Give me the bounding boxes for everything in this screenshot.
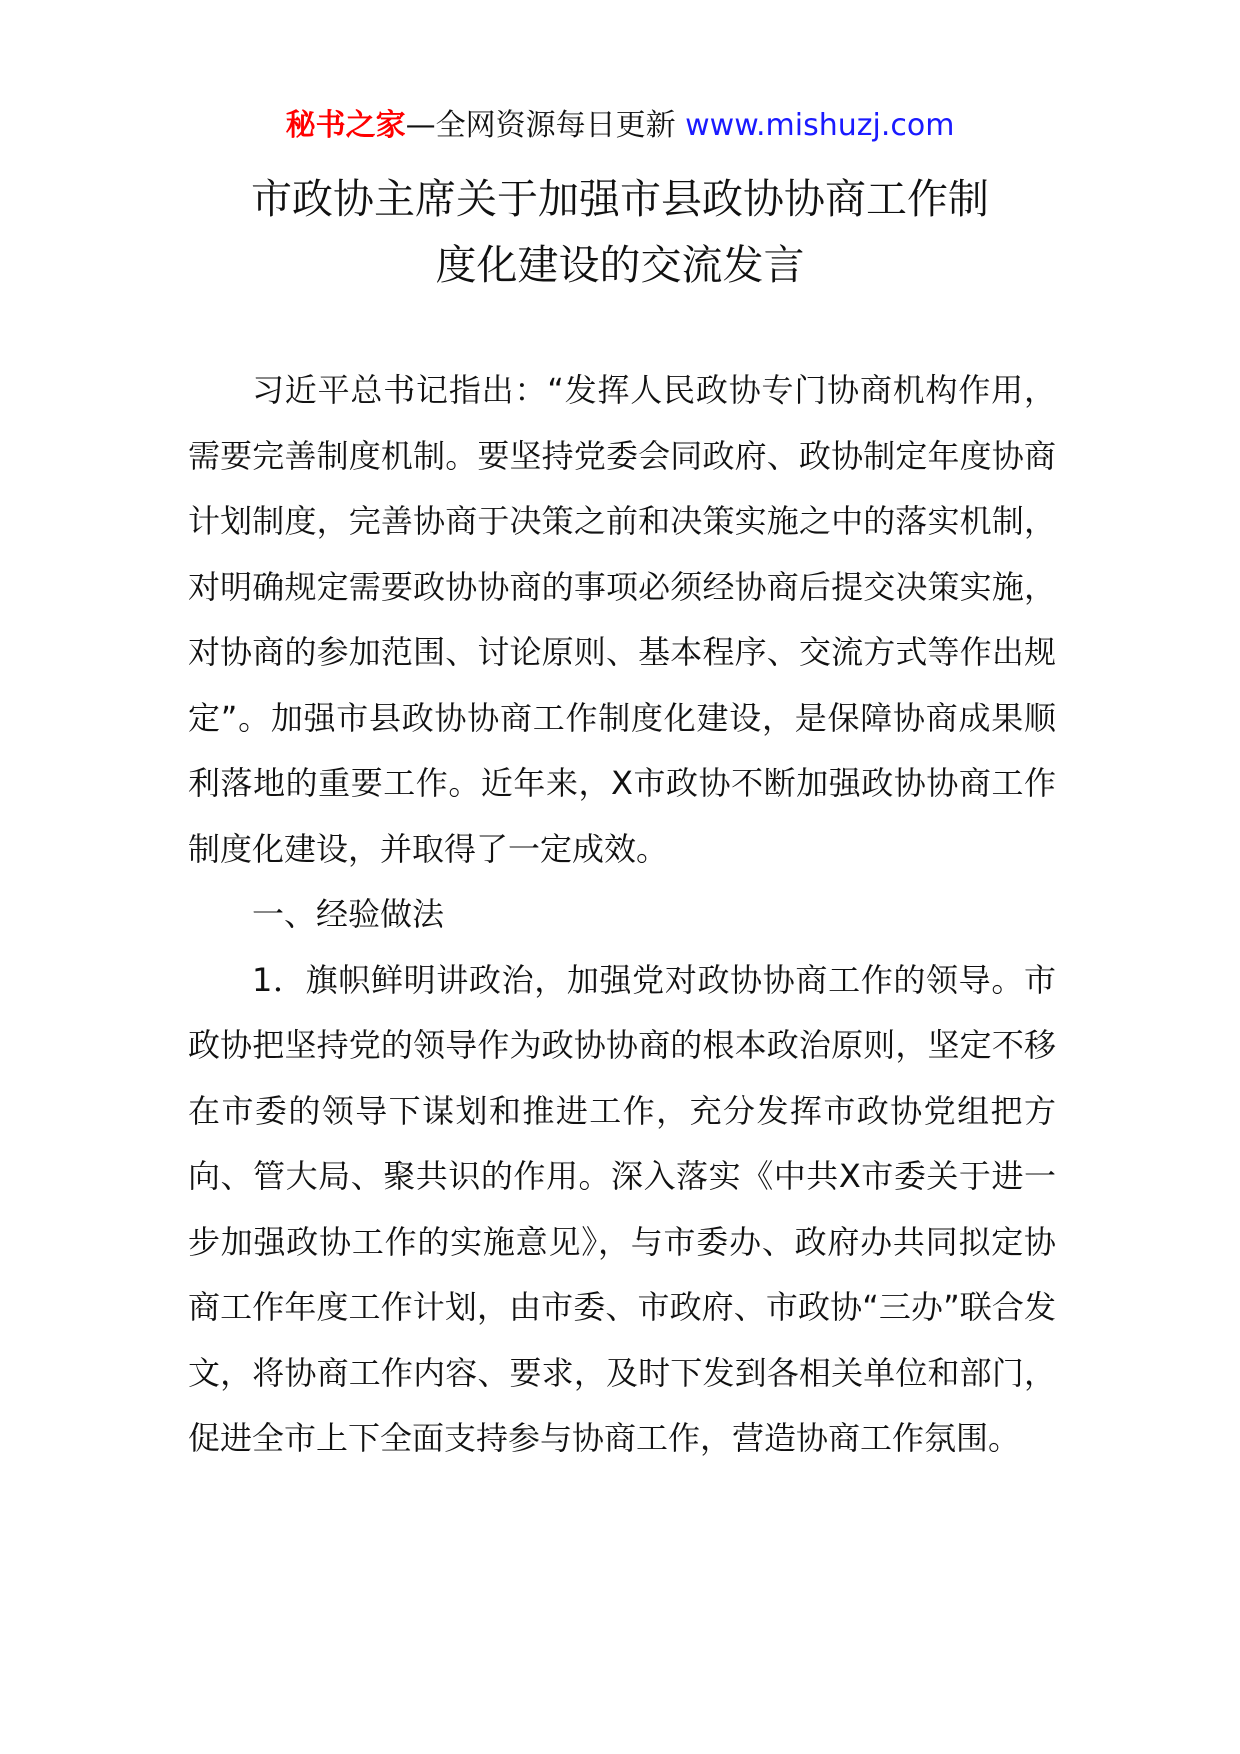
site-header xyxy=(0,104,1240,148)
paragraph-point-1: 1．旗帜鲜明讲政治，加强党对政协协商工作的领导。市政协把坚持党的领导作为政协协商的根本政治原则，坚定不移在市委的领导下谋划和推进工作，充分发挥市政协党组把方向、管大局、聚共识的作用。深入落实《中共X市委关于进一步加强政协工作的实施意见》，与市委办、政府办共同拟定协商工作年度工作计划，由市委、市政府、市政协“三办”联合发文，将协商工作内容、要求，及时下发到各相关单位和部门，促进全市上下全面支持参与协商工作，营造协商工作氛围。 xyxy=(188,960,1056,1457)
paragraph-intro: 习近平总书记指出：“发挥人民政协专门协商机构作用，需要完善制度机制。要坚持党委会同政府、政协制定年度协商计划制度，完善协商于决策之前和决策实施之中的落实机制，对明确规定需要政协协商的事项必须经协商后提交决策实施，对协商的参加范围、讨论原则、基本程序、交流方式等作出规定”。加强市县政协协商工作制度化建设，是保障协商成果顺利落地的重要工作。近年来，X市政协不断加强政协协商工作制度化建设，并取得了一定成效。 xyxy=(188,371,1056,868)
section-heading: 一、经验做法 xyxy=(252,895,445,933)
site-url-link[interactable]: www.mishuzj.com xyxy=(685,108,955,143)
document-title xyxy=(160,166,1080,298)
brand-name: 秘书之家 xyxy=(285,108,406,143)
title-line-2: 度化建设的交流发言 xyxy=(435,241,805,289)
title-line-1: 市政协主席关于加强市县政协协商工作制 xyxy=(251,175,989,223)
header-tagline: —全网资源每日更新 xyxy=(405,108,676,143)
document-body xyxy=(188,358,1056,1472)
